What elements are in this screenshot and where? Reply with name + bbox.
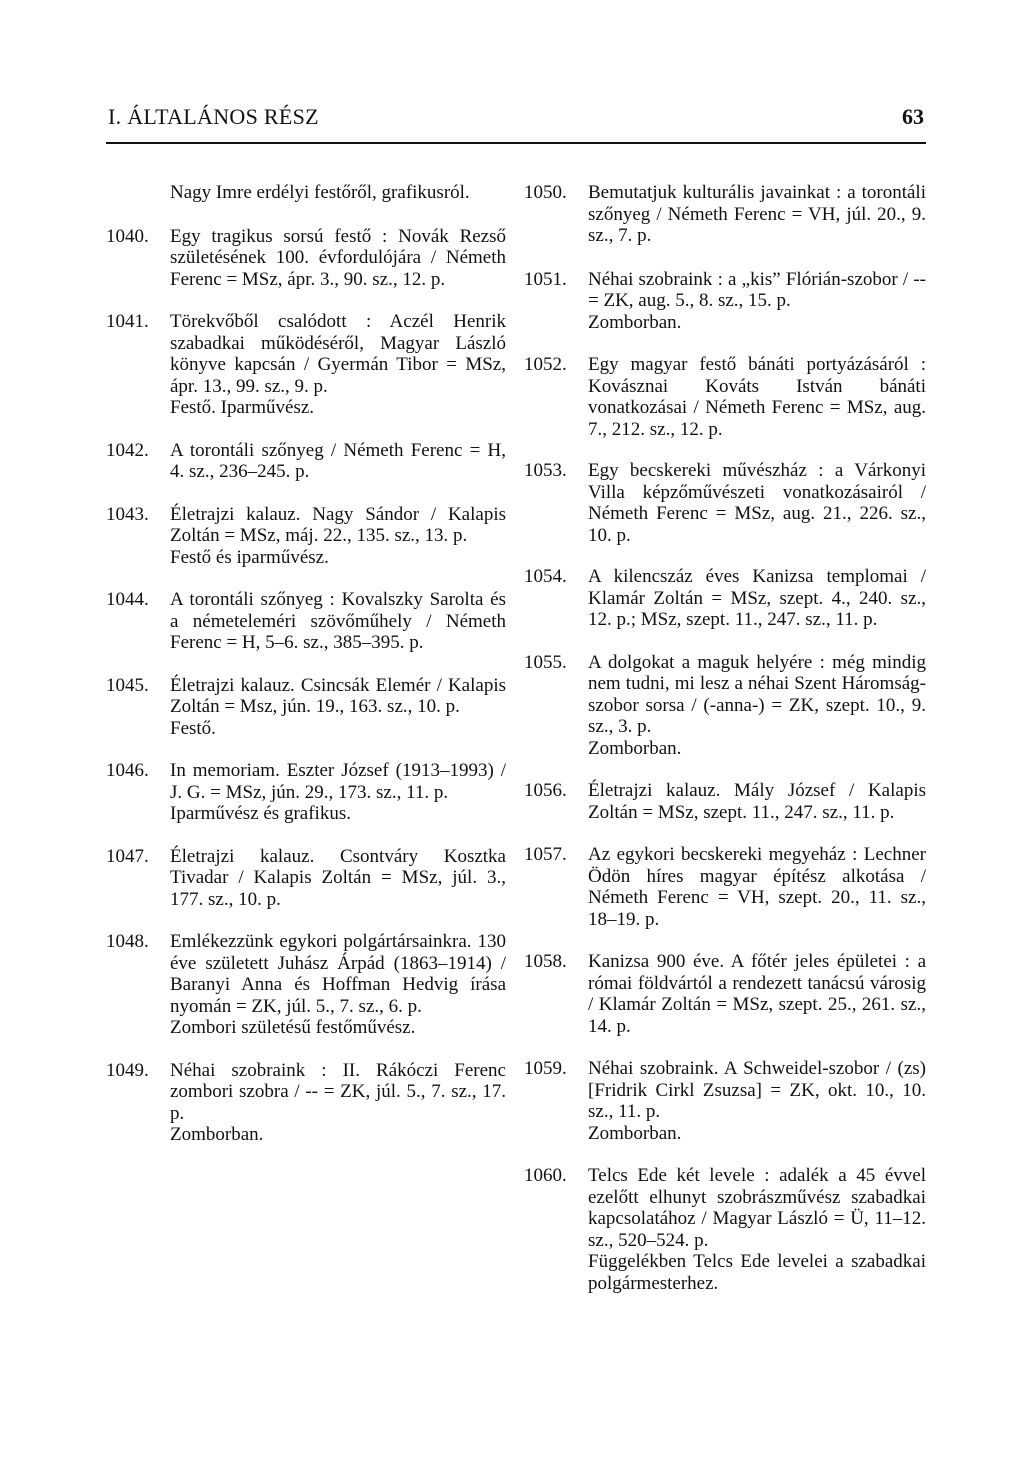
left-column (106, 182, 506, 1146)
entry-citation: Egy becskereki művészház : a Várkonyi Villa képzőművészeti vonatkozásairól / Németh Ferenc = MSz, aug. 21., 226. sz., 10. p. (588, 460, 926, 546)
entry-citation: In memoriam. Eszter József (1913–1993) / J. G. = MSz, jún. 29., 173. sz., 11. p. (170, 760, 506, 803)
bibliography-entry (106, 1060, 506, 1146)
entry-note: Zomborban. (588, 1122, 682, 1144)
entry-number: 1049. (106, 1059, 149, 1081)
entry-note: Függelékben Telcs Ede levelei a szabadkai polgármesterhez. (588, 1251, 926, 1294)
bibliography-entry (106, 226, 506, 291)
entry-number: 1045. (106, 674, 149, 696)
entry-citation: Telcs Ede két levele : adalék a 45 évvel ezelőtt elhunyt szobrászművész szabadkai kapcsolatához / Magyar László = Ü, 11–12. sz., 520–524. p. (588, 1165, 926, 1251)
entry-text (170, 931, 506, 1039)
entry-citation: Törekvőből csalódott : Aczél Henrik szabadkai működéséről, Magyar László könyve kapcsán / Gyermán Tibor = MSz, ápr. 13., 99. sz., 9. p. (170, 311, 506, 397)
entry-text (170, 182, 506, 204)
entry-text (170, 440, 506, 483)
entry-citation: Bemutatjuk kulturális javainkat : a torontáli szőnyeg / Németh Ferenc = VH, júl. 20., 9. sz., 7. p. (588, 182, 926, 246)
entry-citation: Nagy Imre erdélyi festőről, grafikusról. (170, 182, 470, 203)
bibliography-entry (524, 951, 926, 1037)
entry-number: 1044. (106, 589, 149, 610)
entry-text (170, 311, 506, 419)
entry-citation: A kilencszáz éves Kanizsa templomai / Klamár Zoltán = MSz, szept. 4., 240. sz., 12. p.; MSz, szept. 11., 247. sz., 11. p. (588, 566, 926, 630)
bibliography-entry (106, 311, 506, 419)
bibliography-entry (524, 1165, 926, 1294)
bibliography-entry (524, 269, 926, 334)
bibliography-entry (524, 652, 926, 760)
bibliography-entry (106, 760, 506, 825)
bibliography-entry (106, 846, 506, 911)
bibliography-entry (106, 931, 506, 1039)
entry-text (170, 675, 506, 740)
bibliography-entry (524, 182, 926, 247)
entry-note: Iparművész és grafikus. (170, 803, 351, 824)
entry-text (170, 846, 506, 911)
entry-citation: Életrajzi kalauz. Csontváry Kosztka Tivadar / Kalapis Zoltán = MSz, júl. 3., 177. sz., 10. p. (170, 845, 506, 910)
entry-number: 1058. (524, 951, 567, 972)
entry-number: 1040. (106, 225, 149, 247)
entry-citation: Életrajzi kalauz. Csincsák Elemér / Kalapis Zoltán = Msz, jún. 19., 163. sz., 10. p. (170, 674, 506, 717)
entry-citation: Egy magyar festő bánáti portyázásáról : Kovásznai Kováts István bánáti vonatkozásai / Németh Ferenc = MSz, aug. 7., 212. sz., 12. p. (588, 354, 926, 440)
bibliography-entry (524, 1058, 926, 1144)
entry-citation: Kanizsa 900 éve. A főtér jeles épületei : a római földvártól a rendezett tanácsú városig / Klamár Zoltán = MSz, szept. 25., 261. sz., 14. p. (588, 951, 926, 1037)
entry-note: Zombori születésű festőművész. (170, 1017, 416, 1038)
entry-text (588, 460, 926, 546)
entry-number: 1050. (524, 182, 567, 203)
entry-text (588, 1058, 926, 1144)
entry-number: 1054. (524, 566, 567, 587)
entry-text (588, 566, 926, 631)
entry-citation: A dolgokat a maguk helyére : még mindig nem tudni, mi lesz a néhai Szent Háromság-szobor sorsa / (-anna-) = ZK, szept. 10., 9. sz., 3. p. (588, 651, 926, 737)
entry-note: Festő. Iparművész. (170, 397, 315, 418)
entry-text (588, 951, 926, 1037)
entry-number: 1043. (106, 503, 149, 525)
entry-note: Festő és iparművész. (170, 546, 329, 568)
entry-text (170, 589, 506, 654)
entry-text (170, 1060, 506, 1146)
entry-text (588, 182, 926, 247)
bibliography-entry (106, 440, 506, 483)
entry-number: 1055. (524, 651, 567, 673)
entry-citation: Egy tragikus sorsú festő : Novák Rezső születésének 100. évfordulójára / Németh Ferenc = MSz, ápr. 3., 90. sz., 12. p. (170, 225, 506, 290)
entry-note: Festő. (170, 717, 216, 739)
bibliography-entry (106, 589, 506, 654)
entry-number: 1042. (106, 439, 149, 461)
bibliography-entry (106, 504, 506, 569)
entry-note: Zomborban. (170, 1124, 264, 1145)
entry-text (170, 226, 506, 291)
entry-number: 1051. (524, 268, 567, 290)
section-title: I. ÁLTALÁNOS RÉSZ (108, 104, 319, 129)
entry-citation: Néhai szobraink. A Schweidel-szobor / (zs) [Fridrik Cirkl Zsuzsa] = ZK, okt. 10., 10. sz., 11. p. (588, 1058, 926, 1122)
entry-text (588, 1165, 926, 1294)
entry-number: 1052. (524, 354, 567, 375)
entry-number: 1059. (524, 1058, 567, 1079)
page-header (106, 102, 926, 144)
entry-text (588, 354, 926, 440)
entry-citation: Néhai szobraink : II. Rákóczi Ferenc zombori szobra / -- = ZK, júl. 5., 7. sz., 17. p. (170, 1059, 506, 1124)
entry-number: 1048. (106, 931, 149, 952)
bibliography-entry (524, 460, 926, 546)
bibliography-entry (106, 675, 506, 740)
entry-citation: Az egykori becskereki megyeház : Lechner Ödön híres magyar építész alkotása / Németh Ferenc = VH, szept. 20., 11. sz., 18–19. p. (588, 844, 926, 930)
entry-text (170, 504, 506, 569)
entry-number: 1041. (106, 311, 149, 332)
entry-text (588, 269, 926, 334)
entry-number: 1056. (524, 780, 567, 801)
entry-number: 1060. (524, 1165, 567, 1186)
entry-number: 1047. (106, 845, 149, 867)
entry-citation: Életrajzi kalauz. Mály József / Kalapis Zoltán = MSz, szept. 11., 247. sz., 11. p. (588, 780, 926, 823)
right-column (524, 182, 926, 1294)
entry-citation: A torontáli szőnyeg / Németh Ferenc = H, 4. sz., 236–245. p. (170, 439, 506, 482)
entry-number: 1053. (524, 460, 567, 481)
entry-number: 1057. (524, 844, 567, 865)
bibliography-entry (524, 780, 926, 823)
entry-citation: Emlékezzünk egykori polgártársainkra. 130 éve született Juhász Árpád (1863–1914) / Baranyi Anna és Hoffman Hedvig írása nyomán = ZK, júl. 5., 7. sz., 6. p. (170, 931, 506, 1017)
entry-number: 1046. (106, 760, 149, 781)
entry-citation: A torontáli szőnyeg : Kovalszky Sarolta és a németeleméri szövőműhely / Németh Ferenc = H, 5–6. sz., 385–395. p. (170, 589, 506, 653)
page-number: 63 (902, 104, 924, 129)
entry-text (170, 760, 506, 825)
entry-text (588, 780, 926, 823)
bibliography-entry (524, 844, 926, 930)
bibliography-entry (106, 182, 506, 204)
entry-citation: Néhai szobraink : a „kis” Flórián-szobor / -- = ZK, aug. 5., 8. sz., 15. p. (588, 268, 926, 311)
entry-text (588, 652, 926, 760)
entry-citation: Életrajzi kalauz. Nagy Sándor / Kalapis Zoltán = MSz, máj. 22., 135. sz., 13. p. (170, 503, 506, 546)
bibliography-entry (524, 354, 926, 440)
entry-note: Zomborban. (588, 311, 682, 333)
entry-note: Zomborban. (588, 737, 682, 759)
bibliography-entry (524, 566, 926, 631)
entry-text (588, 844, 926, 930)
